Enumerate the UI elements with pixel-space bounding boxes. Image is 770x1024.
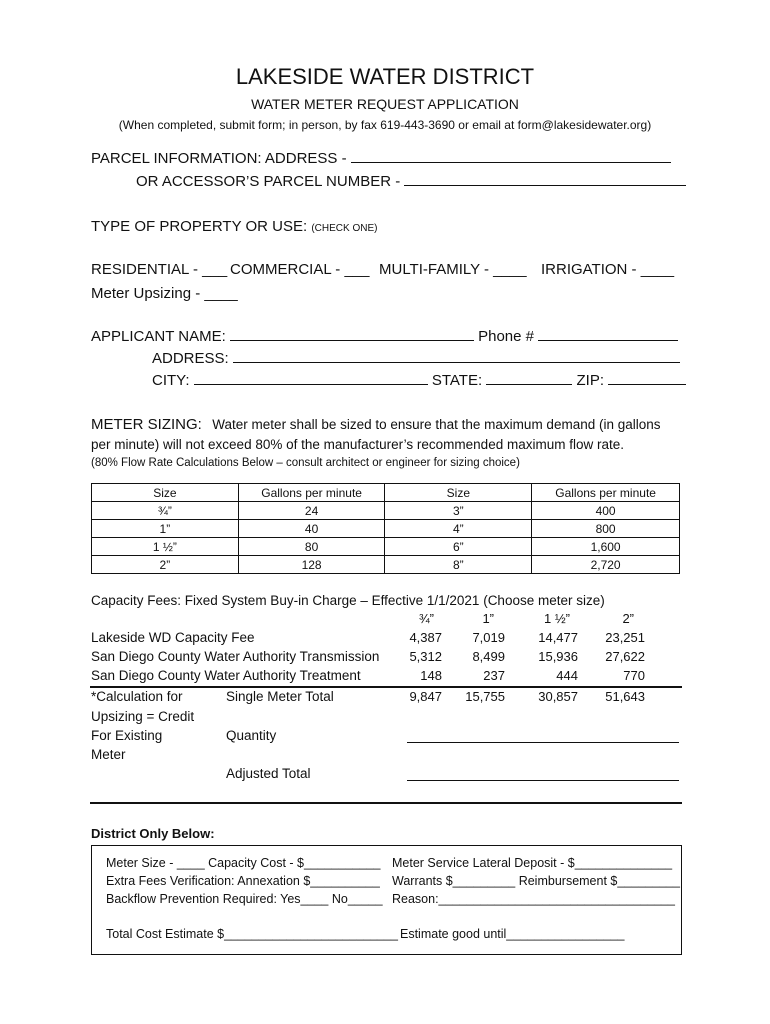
fee-value: 770 xyxy=(623,668,645,683)
applicant-city-row xyxy=(152,372,686,389)
submission-instructions: (When completed, submit form; in person, by fax 619-443-3690 or email at form@lakesidewater.org) xyxy=(118,118,652,132)
table-row xyxy=(92,556,680,574)
parcel-address-field[interactable] xyxy=(351,150,671,163)
fee-value: 7,019 xyxy=(472,630,505,645)
table-cell: 8” xyxy=(385,556,532,574)
size-header-1: 1” xyxy=(482,611,494,626)
calc-note-line: *Calculation for xyxy=(91,689,183,704)
table-header: Size xyxy=(385,484,532,502)
state-field[interactable] xyxy=(486,372,572,385)
fee-value: 4,387 xyxy=(409,630,442,645)
property-type-hint: (CHECK ONE) xyxy=(311,223,378,234)
meter-sizing-label: METER SIZING: xyxy=(91,416,202,433)
table-header: Gallons per minute xyxy=(238,484,385,502)
district-line-2b[interactable]: Warrants $_________ Reimbursement $_________ xyxy=(392,874,680,888)
applicant-name-field[interactable] xyxy=(230,328,474,341)
form-subtitle: WATER METER REQUEST APPLICATION xyxy=(251,96,519,112)
property-type-heading xyxy=(91,218,377,235)
parcel-apn-field[interactable] xyxy=(404,173,686,186)
district-line-3a[interactable]: Backflow Prevention Required: Yes____ No_____ xyxy=(106,892,383,906)
table-cell: 2” xyxy=(92,556,239,574)
table-cell: 128 xyxy=(238,556,385,574)
quantity-label: Quantity xyxy=(226,728,277,743)
table-cell: 1” xyxy=(92,520,239,538)
fee-value: 237 xyxy=(483,668,505,683)
table-row xyxy=(92,520,680,538)
district-line-3b[interactable]: Reason:__________________________________ xyxy=(392,892,675,906)
district-line-1a[interactable]: Meter Size - ____ Capacity Cost - $___________ xyxy=(106,856,381,870)
district-line-4a[interactable]: Total Cost Estimate $_________________________ xyxy=(106,927,398,941)
zip-field[interactable] xyxy=(608,372,686,385)
single-total-value: 15,755 xyxy=(465,689,505,704)
city-label: CITY: xyxy=(152,372,190,389)
applicant-address-field[interactable] xyxy=(233,350,680,363)
fee-label: San Diego County Water Authority Transmission xyxy=(91,649,380,664)
quantity-field[interactable] xyxy=(407,742,679,743)
totals-divider xyxy=(90,686,682,688)
option-meter-upsizing[interactable]: Meter Upsizing - ____ xyxy=(91,285,238,302)
meter-sizing-table xyxy=(91,483,680,574)
meter-sizing-text1: Water meter shall be sized to ensure that the maximum demand (in gallons xyxy=(212,417,661,432)
fee-value: 5,312 xyxy=(409,649,442,664)
fee-label: San Diego County Water Authority Treatment xyxy=(91,668,361,683)
option-irrigation[interactable]: IRRIGATION - ____ xyxy=(541,261,675,278)
fee-value: 8,499 xyxy=(472,649,505,664)
district-heading: District Only Below: xyxy=(91,826,215,841)
meter-sizing-text2: per minute) will not exceed 80% of the manufacturer’s recommended maximum flow rate. xyxy=(91,437,624,452)
meter-sizing-note: (80% Flow Rate Calculations Below – consult architect or engineer for sizing choice) xyxy=(91,457,520,469)
fee-value: 23,251 xyxy=(605,630,645,645)
table-row xyxy=(92,502,680,520)
applicant-address-row xyxy=(152,350,680,367)
table-header-row xyxy=(92,484,680,502)
calc-note-line: For Existing xyxy=(91,728,163,743)
fee-value: 15,936 xyxy=(538,649,578,664)
size-header-2: 1 ½” xyxy=(543,611,570,626)
table-cell: ¾” xyxy=(92,502,239,520)
table-cell: 4” xyxy=(385,520,532,538)
city-field[interactable] xyxy=(194,372,428,385)
table-cell: 3” xyxy=(385,502,532,520)
size-header-3: 2” xyxy=(622,611,634,626)
district-only-box xyxy=(91,845,682,955)
meter-sizing-line1 xyxy=(91,416,661,434)
district-line-2a[interactable]: Extra Fees Verification: Annexation $__________ xyxy=(106,874,380,888)
table-cell: 24 xyxy=(238,502,385,520)
single-total-value: 9,847 xyxy=(409,689,442,704)
applicant-name-row xyxy=(91,328,678,345)
parcel-apn-label: OR ACCESSOR’S PARCEL NUMBER - xyxy=(136,173,401,190)
fee-value: 444 xyxy=(556,668,578,683)
table-cell: 80 xyxy=(238,538,385,556)
phone-field[interactable] xyxy=(538,328,678,341)
single-total-value: 51,643 xyxy=(605,689,645,704)
parcel-address-row xyxy=(91,150,671,167)
fee-label: Lakeside WD Capacity Fee xyxy=(91,630,255,645)
zip-label: ZIP: xyxy=(576,372,604,389)
single-total-value: 30,857 xyxy=(538,689,578,704)
page-title: LAKESIDE WATER DISTRICT xyxy=(235,64,535,89)
capacity-fees-title: Capacity Fees: Fixed System Buy-in Charge – Effective 1/1/2021 (Choose meter size) xyxy=(91,593,605,608)
state-label: STATE: xyxy=(431,372,483,389)
table-cell: 40 xyxy=(238,520,385,538)
phone-label: Phone # xyxy=(478,328,534,345)
table-row xyxy=(92,538,680,556)
section-divider xyxy=(90,802,682,804)
property-type-label: TYPE OF PROPERTY OR USE: xyxy=(91,218,308,235)
adjusted-total-field[interactable] xyxy=(407,780,679,781)
table-cell: 2,720 xyxy=(532,556,680,574)
table-header: Size xyxy=(92,484,239,502)
table-cell: 800 xyxy=(532,520,680,538)
adjusted-total-label: Adjusted Total xyxy=(226,766,311,781)
size-header-0: ¾” xyxy=(418,611,434,626)
table-cell: 400 xyxy=(532,502,680,520)
table-cell: 1,600 xyxy=(532,538,680,556)
district-line-4b[interactable]: Estimate good until_________________ xyxy=(400,927,625,941)
parcel-apn-row xyxy=(136,173,686,190)
applicant-name-label: APPLICANT NAME: xyxy=(91,328,226,345)
option-multifamily[interactable]: MULTI-FAMILY - ____ xyxy=(379,261,527,278)
fee-value: 148 xyxy=(420,668,442,683)
parcel-address-label: PARCEL INFORMATION: ADDRESS - xyxy=(91,150,347,167)
fee-value: 27,622 xyxy=(605,649,645,664)
fee-value: 14,477 xyxy=(538,630,578,645)
district-line-1b[interactable]: Meter Service Lateral Deposit - $______________ xyxy=(392,856,673,870)
table-cell: 6” xyxy=(385,538,532,556)
calc-note-line: Meter xyxy=(91,747,126,762)
calc-note-line: Upsizing = Credit xyxy=(91,709,195,724)
table-cell: 1 ½” xyxy=(92,538,239,556)
option-residential[interactable]: RESIDENTIAL - ___ xyxy=(91,261,228,278)
option-commercial[interactable]: COMMERCIAL - ___ xyxy=(230,261,370,278)
table-header: Gallons per minute xyxy=(532,484,680,502)
applicant-address-label: ADDRESS: xyxy=(152,350,229,367)
single-meter-total-label: Single Meter Total xyxy=(226,689,334,704)
